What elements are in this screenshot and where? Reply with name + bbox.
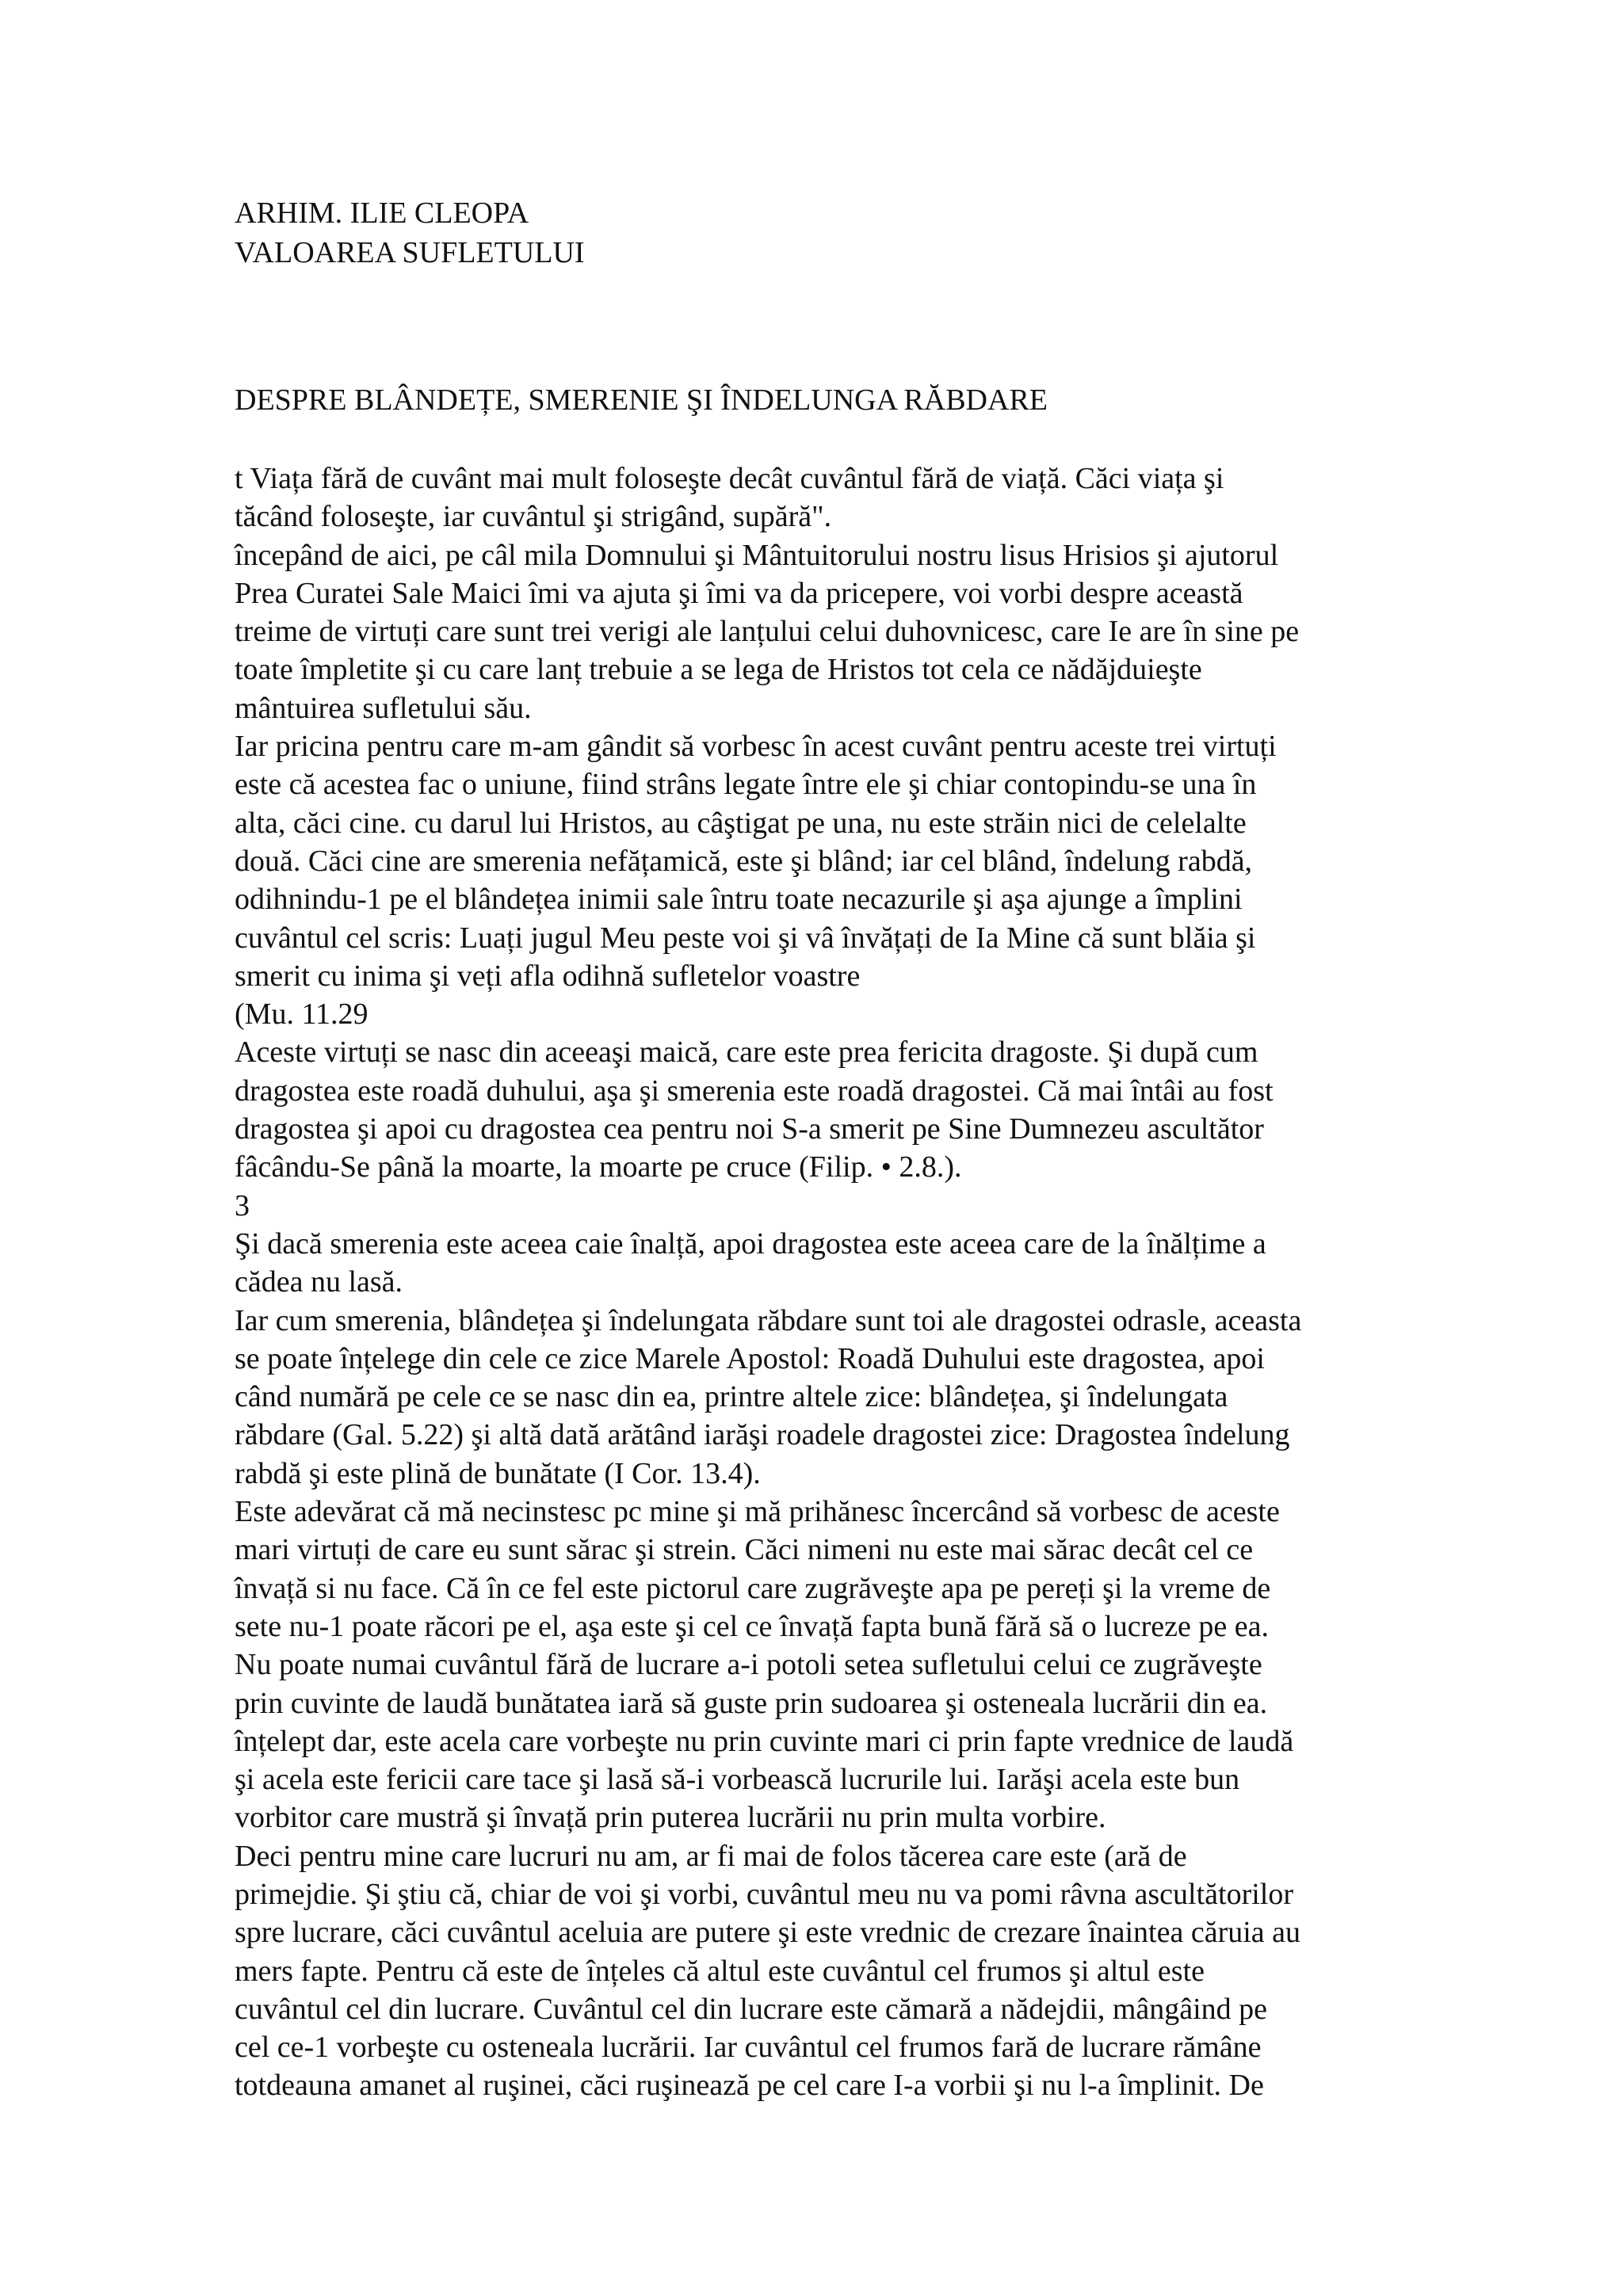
text-line: înțelept dar, este acela care vorbeşte nu prin cuvinte mari ci prin fapte vrednice de laudă [235,1724,1294,1758]
text-line: Iar pricina pentru care m-am gândit să vorbesc în acest cuvânt pentru aceste trei virtuți [235,730,1277,764]
text-line: Deci pentru mine care lucruri nu am, ar fi mai de folos tăcerea care este (ară de [235,1839,1187,1873]
text-line: spre lucrare, căci cuvântul aceluia are putere şi este vrednic de crezare înaintea căruia au [235,1916,1301,1950]
text-line: sete nu-1 poate răcori pe el, aşa este şi cel ce învață fapta bună fără să o lucreze pe ea. [235,1609,1270,1643]
text-line: totdeauna amanet al ruşinei, căci ruşinează pe cel care I-a vorbii şi nu l-a împlinit. De [235,2069,1264,2103]
body-text [235,460,1423,2105]
text-line: alta, căci cine. cu darul lui Hristos, au câştigat pe una, nu este străin nici de celelalte [235,806,1247,840]
text-line: toate împletite şi cu care lanț trebuie a se lega de Hristos tot cela ce nădăjduieşte [235,653,1202,687]
text-line: Este adevărat că mă necinstesc pc mine şi mă prihănesc încercând să vorbesc de aceste [235,1495,1280,1529]
text-line: t Viața fără de cuvânt mai mult foloseşte decât cuvântul fără de viață. Căci viața şi [235,462,1224,495]
text-line: prin cuvinte de laudă bunătatea iară să guste prin sudoarea şi osteneala lucrării din ea. [235,1686,1268,1720]
text-line: smerit cu inima şi veți afla odihnă sufletelor voastre [235,959,861,993]
text-line: (Mu. 11.29 [235,997,369,1032]
document-header [235,193,585,273]
text-line: tăcând foloseşte, iar cuvântul şi strigând, supără". [235,500,832,534]
text-line: cuvântul cel din lucrare. Cuvântul cel din lucrare este cămară a nădejdii, mângâind pe [235,1992,1268,2026]
text-line: este că acestea fac o uniune, fiind strâns legate între ele şi chiar contopindu-se una în [235,768,1257,802]
text-line: mari virtuți de care eu sunt sărac şi strein. Căci nimeni nu este mai sărac decât cel ce [235,1533,1254,1567]
text-line: odihnindu-1 pe el blândețea inimii sale întru toate necazurile şi aşa ajunge a împlini [235,883,1243,917]
text-line: cădea nu lasă. [235,1265,403,1299]
book-title: VALOAREA SUFLETULUI [235,236,585,269]
text-line: vorbitor care mustră şi învață prin puterea lucrării nu prin multa vorbire. [235,1801,1106,1835]
text-line: când numără pe cele ce se nasc din ea, printre altele zice: blândețea, şi îndelungata [235,1380,1228,1414]
text-line: mântuirea sufletului său. [235,691,532,725]
text-line: treime de virtuți care sunt trei verigi ale lanțului celui duhovnicesc, care Ie are în sine pe [235,615,1300,649]
text-line: dragostea şi apoi cu dragostea cea pentru noi S-a smerit pe Sine Dumnezeu ascultător [235,1112,1264,1146]
text-line: învață si nu face. Că în ce fel este pictorul care zugrăveşte apa pe pereți şi la vreme de [235,1571,1271,1605]
text-line: începând de aici, pe câl mila Domnului şi Mântuitorului nostru lisus Hrisios şi ajutorul [235,538,1279,572]
text-line: Iar cum smerenia, blândețea şi îndelungata răbdare sunt toi ale dragostei odrasle, aceasta [235,1303,1302,1337]
text-line: două. Căci cine are smerenia nefățamică, este şi blând; iar cel blând, îndelung rabdă, [235,844,1253,878]
text-line: primejdie. Şi ştiu că, chiar de voi şi vorbi, cuvântul meu nu va pomi râvna ascultătorilor [235,1877,1293,1911]
text-line: Şi dacă smerenia este aceea caie înalță, apoi dragostea este aceea care de la înălțime a [235,1226,1266,1261]
text-line: dragostea este roadă duhului, aşa şi smerenia este roadă dragostei. Că mai întâi au fost [235,1074,1274,1108]
text-line: mers fapte. Pentru că este de înțeles că altul este cuvântul cel frumos şi altul este [235,1954,1205,1988]
text-line: cel ce-1 vorbeşte cu osteneala lucrării. Iar cuvântul cel frumos fară de lucrare rămâne [235,2031,1262,2065]
text-line: răbdare (Gal. 5.22) şi altă dată arătând iarăşi roadele dragostei zice: Dragostea îndelung [235,1418,1290,1452]
author-name: ARHIM. ILIE CLEOPA [235,196,529,230]
text-line: se poate înțelege din cele ce zice Marele Apostol: Roadă Duhului este dragostea, apoi [235,1341,1265,1375]
text-line: Aceste virtuți se nasc din aceeaşi maică, care este prea fericita dragoste. Şi după cum [235,1035,1258,1070]
text-line: cuvântul cel scris: Luați jugul Meu peste voi şi vâ învățați de Ia Mine că sunt blăia şi [235,921,1256,955]
chapter-title: DESPRE BLÂNDEȚE, SMERENIE ŞI ÎNDELUNGA RĂBDARE [235,383,1048,417]
text-line: şi acela este fericii care tace şi lasă să-i vorbească lucrurile lui. Iarăşi acela este bun [235,1763,1240,1797]
text-line: Nu poate numai cuvântul fără de lucrare a-i potoli setea sufletului celui ce zugrăveşte [235,1648,1262,1682]
text-line: 3 [235,1188,250,1222]
text-line: fâcându-Se până la moarte, la moarte pe cruce (Filip. • 2.8.). [235,1150,962,1184]
text-line: rabdă şi este plină de bunătate (I Cor. 13.4). [235,1456,761,1490]
text-line: Prea Curatei Sale Maici îmi va ajuta şi îmi va da pricepere, voi vorbi despre această [235,576,1243,610]
